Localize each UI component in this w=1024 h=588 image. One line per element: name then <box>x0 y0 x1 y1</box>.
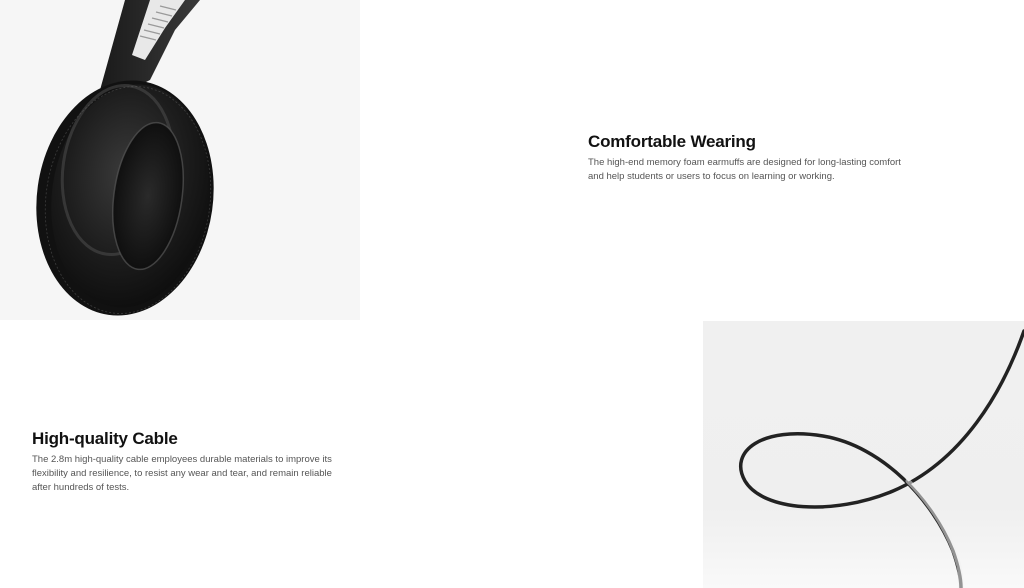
coiled-cable-illustration <box>703 321 1024 588</box>
feature-title-comfort: Comfortable Wearing <box>588 132 756 151</box>
feature-comfortable-wearing <box>588 132 908 184</box>
feature-title-cable: High-quality Cable <box>32 429 178 448</box>
feature-high-quality-cable <box>32 429 352 495</box>
feature-description-comfort: The high-end memory foam earmuffs are designed for long-lasting comfort and help students or users to focus on learning or working. <box>588 157 901 182</box>
headphone-earcup-illustration <box>0 0 360 320</box>
coiled-cable-image <box>703 321 1024 588</box>
headphone-earcup-image <box>0 0 360 320</box>
feature-description-cable: The 2.8m high-quality cable employees durable materials to improve its flexibility and resilience, to resist any wear and tear, and remain reliable after hundreds of tests. <box>32 454 332 493</box>
